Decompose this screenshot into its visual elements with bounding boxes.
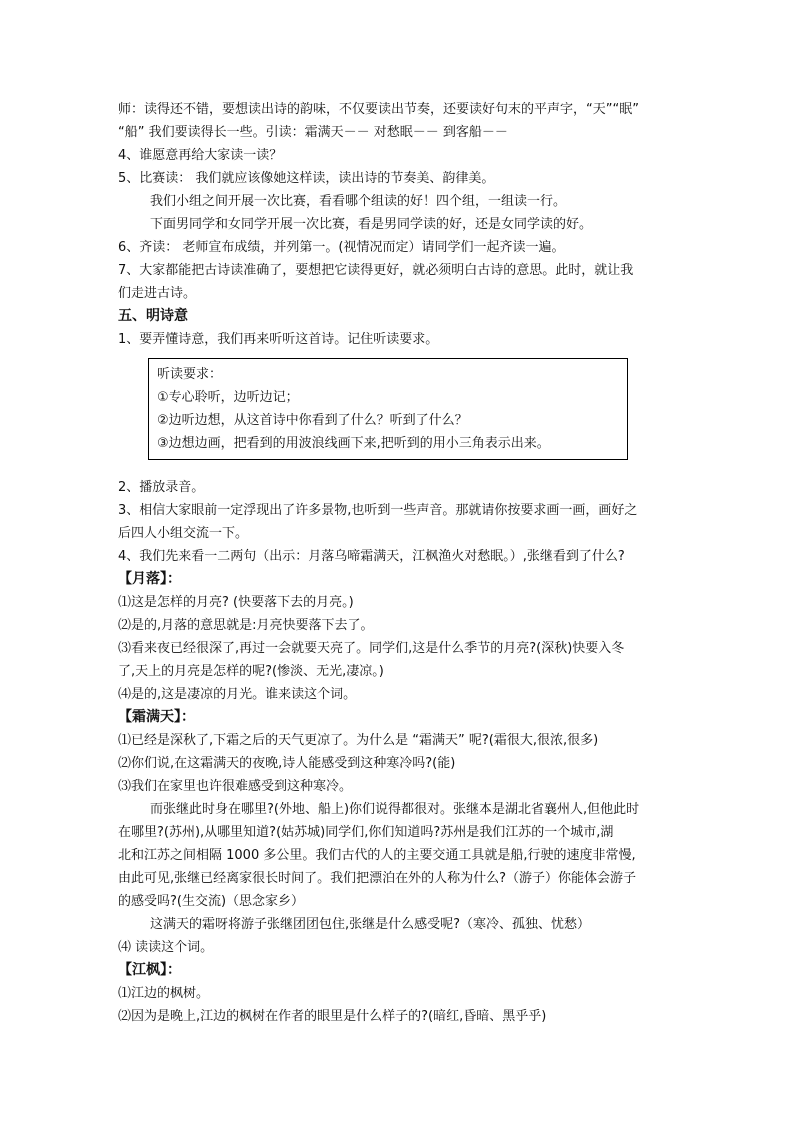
text-line: ⑶看来夜已经很深了,再过一会就要天亮了。同学们,这是什么季节的月亮?(深秋)快要入冬 [118, 641, 625, 656]
text-line: 4、我们先来看一二两句（出示：月落乌啼霜满天，江枫渔火对愁眠。）,张继看到了什么? [118, 549, 625, 564]
subsection-heading: 【江枫】： [118, 962, 181, 978]
text-line: ⑶我们在家里也许很难感受到这种寒冷。 [118, 779, 353, 794]
text-line: ⑵因为是晚上,江边的枫树在作者的眼里是什么样子的?(暗红,昏暗、黑乎乎) [118, 1009, 547, 1024]
box-item: ①专心聆听，边听边记； [157, 390, 299, 405]
text-line: 后四人小组交流一下。 [118, 526, 249, 541]
text-line: 我们小组之间开展一次比赛，看看哪个组读的好！四个组，一组读一行。 [150, 194, 567, 209]
text-line: 2、播放录音。 [118, 480, 205, 495]
text-line: ⑴这是怎样的月亮? (快要落下去的月亮。) [118, 595, 354, 610]
text-line: 6、齐读： 老师宣布成绩，并列第一。(视情况而定）请同学们一起齐读一遍。 [118, 240, 565, 255]
text-line: 们走进古诗。 [118, 286, 197, 301]
text-line: 5、比赛读： 我们就应该像她这样读，读出诗的节奏美、韵律美。 [118, 171, 495, 186]
text-line: ⑷ 读读这个词。 [118, 940, 214, 955]
text-line: 3、相信大家眼前一定浮现出了许多景物,也听到一些声音。那就请你按要求画一画，画好之 [118, 503, 638, 518]
text-line: 在哪里?(苏州),从哪里知道?(姑苏城)同学们,你们知道吗?苏州是我们江苏的一个城市,湖 [118, 825, 614, 840]
text-line: 由此可见,张继已经离家很长时间了。我们把漂泊在外的人称为什么?（游子）你能体会游子 [118, 871, 637, 886]
text-line: 而张继此时身在哪里?(外地、船上)你们说得都很对。张继本是湖北省襄州人,但他此时 [150, 802, 640, 817]
text-line: 1、要弄懂诗意，我们再来听听这首诗。记住听读要求。 [118, 332, 439, 347]
listening-requirements-box [148, 358, 628, 460]
text-line: “船” 我们要读得长一些。引读：霜满天－－ 对愁眠－－ 到客船－－ [118, 125, 508, 140]
text-line: ⑴江边的枫树。 [118, 986, 210, 1001]
section-heading: 五、明诗意 [118, 308, 188, 324]
box-item: ③边想边画，把看到的用波浪线画下来,把听到的用小三角表示出来。 [157, 436, 550, 451]
text-line: 北和江苏之间相隔 1000 多公里。我们古代的人的主要交通工具就是船,行驶的速度非常慢, [118, 848, 636, 863]
box-item: ②边听边想，从这首诗中你看到了什么？听到了什么？ [157, 413, 468, 428]
text-line: ⑴已经是深秋了,下霜之后的天气更凉了。为什么是 “霜满天” 呢?(霜很大,很浓,很多) [118, 733, 599, 748]
text-line: ⑵你们说,在这霜满天的夜晚,诗人能感受到这种寒冷吗?(能) [118, 756, 456, 771]
text-line: 的感受吗?(生交流)（思念家乡） [118, 894, 305, 909]
text-line: 了,天上的月亮是怎样的呢?(惨淡、无光,凄凉。) [118, 664, 384, 679]
text-line: ⑵是的,月落的意思就是:月亮快要落下去了。 [118, 618, 374, 633]
document-body [118, 98, 688, 1028]
subsection-heading: 【月落】： [118, 571, 181, 587]
subsection-heading: 【霜满天】： [118, 709, 195, 725]
text-line: 师：读得还不错，要想读出诗的韵味，不仅要读出节奏，还要读好句末的平声字，“天”“眠” [118, 102, 639, 117]
text-line: ⑷是的,这是凄凉的月光。谁来读这个词。 [118, 687, 357, 702]
text-line: 7、大家都能把古诗读准确了，要想把它读得更好，就必须明白古诗的意思。此时，就让我 [118, 263, 634, 278]
text-line: 4、谁愿意再给大家读一读？ [118, 148, 283, 163]
box-title: 听读要求： [157, 367, 223, 382]
text-line: 这满天的霜呀将游子张继团团包住,张继是什么感受呢?（寒冷、孤独、忧愁） [150, 917, 591, 932]
text-line: 下面男同学和女同学开展一次比赛，看是男同学读的好，还是女同学读的好。 [150, 217, 593, 232]
